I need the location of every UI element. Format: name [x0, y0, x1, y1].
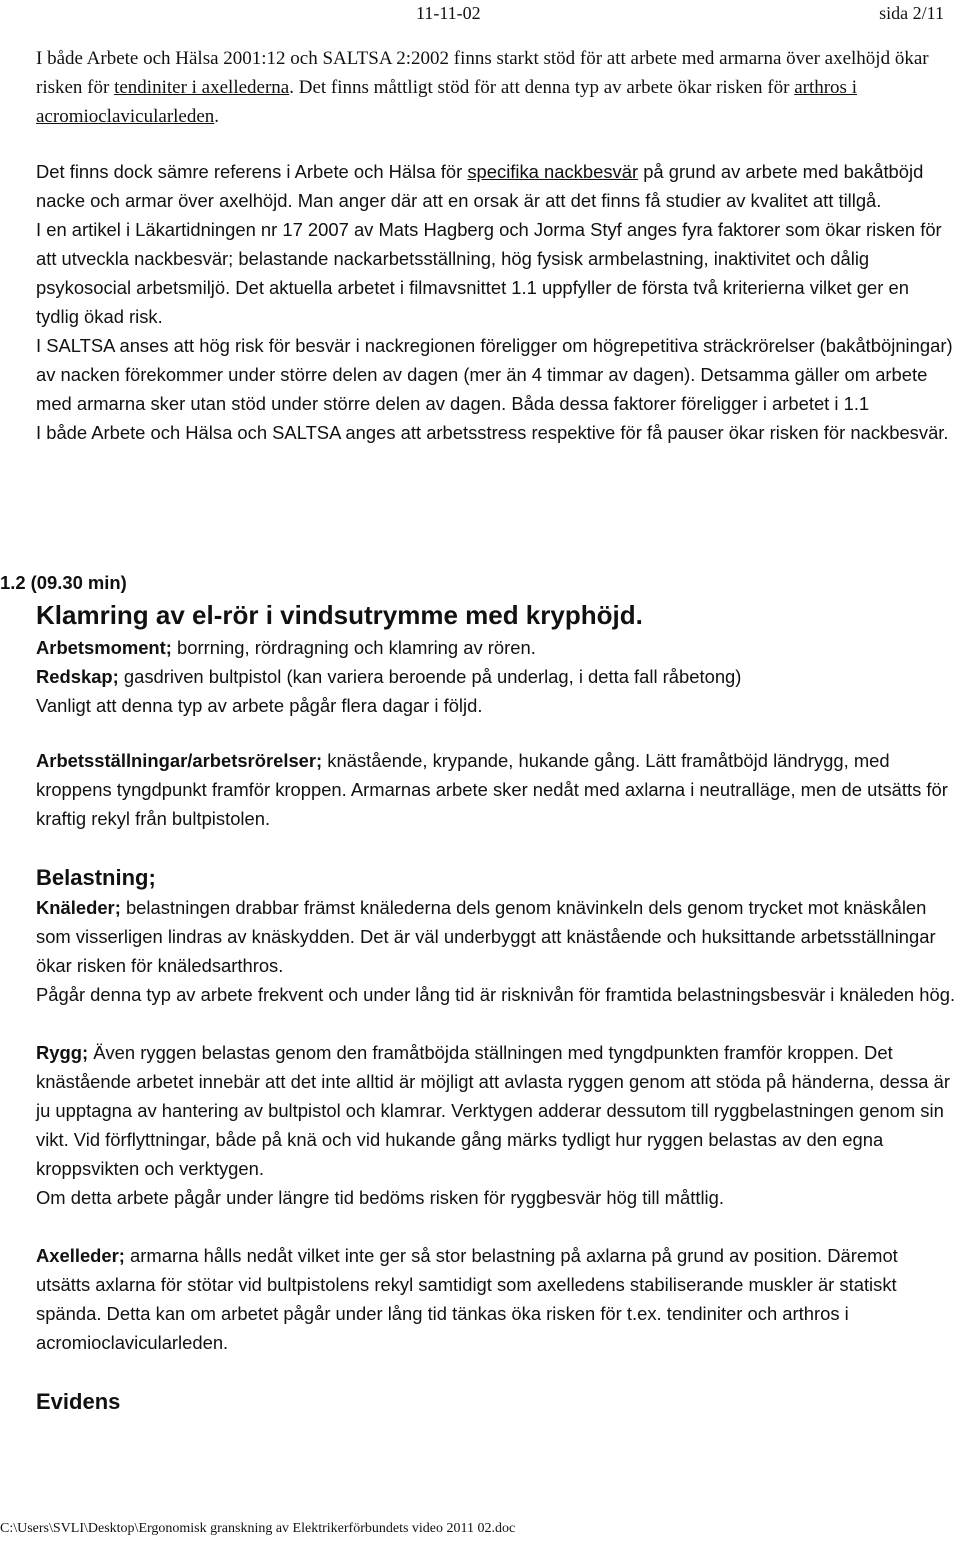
neck-paragraph-3: I SALTSA anses att hög risk för besvär i nackregionen föreligger om högrepetitiva sträckrörelser (bakåtböjningar) av nacken förekommer under större delen av dagen (mer än 4 timmar av dagen). Detsamma gäller om arbete med armarna sker utan stöd under större delen av dagen. Båda dessa faktorer föreligger i arbetet i 1.1	[36, 335, 953, 414]
neck-paragraph-1: Det finns dock sämre referens i Arbete och Hälsa för specifika nackbesvär på grund av arbete med bakåtböjd nacke och armar över axelhöjd. Man anger där att en orsak är att det finns få studier av kvalitet att tillgå.	[36, 161, 924, 211]
evidence-heading: Evidens	[36, 1389, 121, 1414]
header-date: 11-11-02	[416, 3, 481, 23]
document-body	[36, 44, 956, 447]
back-paragraph: Rygg; Även ryggen belastas genom den framåtböjda ställningen med tyngdpunkten framför kroppen. Det knästående arbetet innebär att det inte alltid är möjligt att avlasta ryggen genom att stöda på händerna, dessa är ju upptagna av hantering av bultpistol och klamrar. Verktygen adderar dessutom till ryggbelastningen genom sin vikt. Vid förflyttningar, både på knä och vid hukande gång märks tydligt hur ryggen belastas av den egna kroppsvikten och verktygen.	[36, 1042, 950, 1179]
usual-note: Vanligt att denna typ av arbete pågår flera dagar i följd.	[36, 695, 483, 716]
footer-file-path: C:\Users\SVLI\Desktop\Ergonomisk granskning av Elektrikerförbundets video 2011 02.doc	[0, 1521, 516, 1536]
link-arthros[interactable]: arthros i acromioclavicularleden	[36, 77, 857, 127]
intro-paragraph: I både Arbete och Hälsa 2001:12 och SALTSA 2:2002 finns starkt stöd för att arbete med armarna över axelhöjd ökar risken för tendiniter i axellederna. Det finns måttligt stöd för att denna typ av arbete ökar risken för arthros i acromioclavicularleden.	[36, 48, 929, 127]
load-heading: Belastning;	[36, 865, 156, 890]
work-moment: Arbetsmoment; borrning, rördragning och klamring av rören.	[36, 637, 536, 658]
back-paragraph-2: Om detta arbete pågår under längre tid bedöms risken för ryggbesvär hög till måttlig.	[36, 1187, 724, 1208]
link-nackbesvar[interactable]: specifika nackbesvär	[467, 161, 639, 182]
neck-paragraph-4: I både Arbete och Hälsa och SALTSA anges att arbetsstress respektive för få pauser ökar risken för nackbesvär.	[36, 422, 949, 443]
section-1-2	[0, 568, 956, 1417]
shoulder-paragraph: Axelleder; armarna hålls nedåt vilket inte ger så stor belastning på axlarna på grund av position. Däremot utsätts axlarna för stötar vid bultpistolens rekyl samtidigt som axelledens stabiliserande muskler är statiskt spända. Detta kan om arbetet pågår under lång tid tänkas öka risken för t.ex. tendiniter och arthros i acromioclavicularleden.	[36, 1245, 898, 1353]
neck-paragraph-2: I en artikel i Läkartidningen nr 17 2007 av Mats Hagberg och Jorma Styf anges fyra faktorer som ökar risken för att utveckla nackbesvär; belastande nackarbetsställning, hög fysisk armbelastning, inaktivitet och dålig psykosocial arbetsmiljö. Det aktuella arbetet i filmavsnittet 1.1 uppfyller de första två kriterierna vilket ger en tydlig ökad risk.	[36, 219, 942, 327]
knee-paragraph: Knäleder; belastningen drabbar främst knälederna dels genom knävinkeln dels genom trycket mot knäskålen som visserligen lindras av knäskydden. Det är väl underbyggt att knästående och huksittande arbetsställningar ökar risken för knäledsarthros.	[36, 897, 936, 976]
section-title: Klamring av el-rör i vindsutrymme med kryphöjd.	[36, 600, 643, 630]
tools: Redskap; gasdriven bultpistol (kan variera beroende på underlag, i detta fall råbetong)	[36, 666, 742, 687]
knee-paragraph-2: Pågår denna typ av arbete frekvent och under lång tid är risknivån för framtida belastningsbesvär i knäleden hög.	[36, 984, 956, 1005]
section-number: 1.2 (09.30 min)	[0, 572, 127, 593]
postures: Arbetsställningar/arbetsrörelser; knästående, krypande, hukande gång. Lätt framåtböjd ländrygg, med kroppens tyngdpunkt framför kroppen. Armarnas arbete sker nedåt med axlarna i neutralläge, men de utsätts för kraftig rekyl från bultpistolen.	[36, 750, 948, 829]
link-tendiniter[interactable]: tendiniter i axellederna	[114, 77, 290, 98]
header-page-number: sida 2/11	[879, 3, 944, 23]
